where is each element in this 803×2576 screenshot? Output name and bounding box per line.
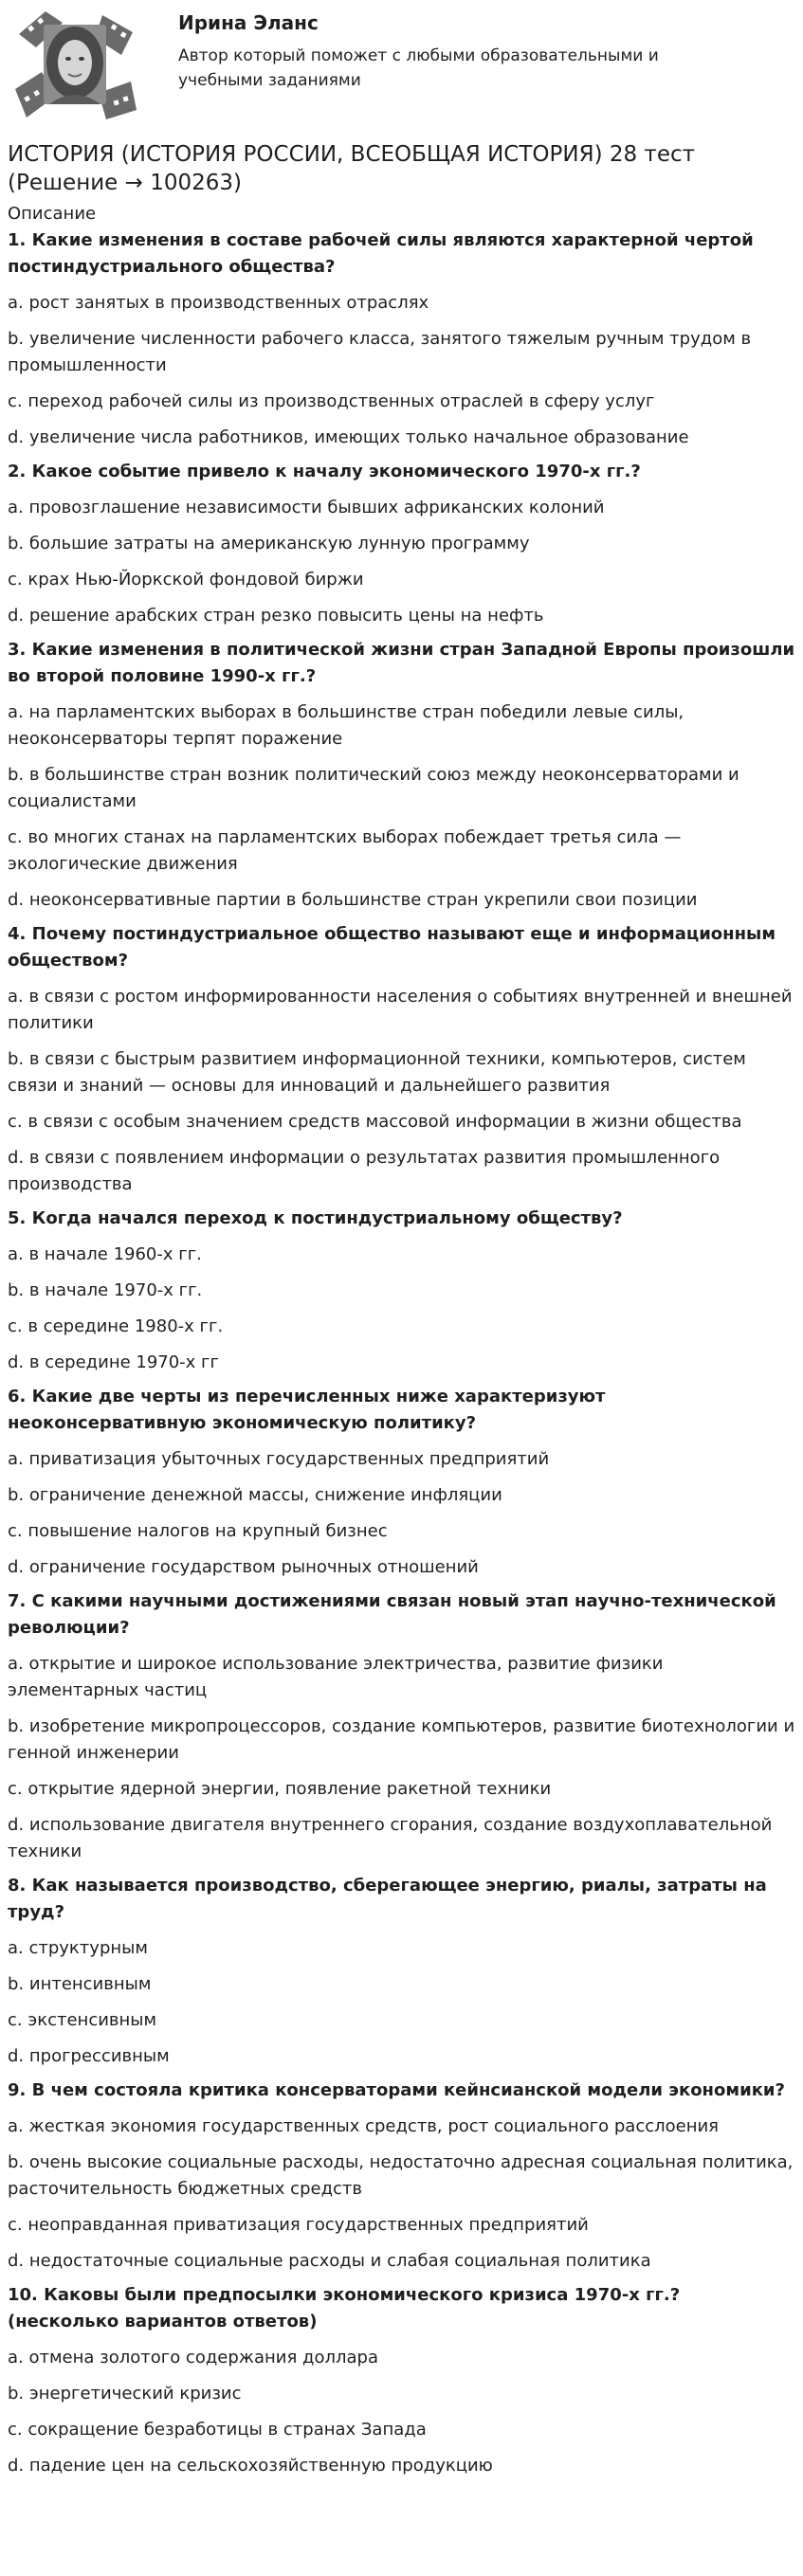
answer-option: b. в связи с быстрым развитием информационной техники, компьютеров, систем связи и знаний — основы для инноваций и дальнейшего развития [8,1049,746,1096]
author-avatar[interactable] [8,6,140,123]
answer-option: d. падение цен на сельскохозяйственную продукцию [8,2456,493,2476]
answer-option: a. на парламентских выборах в большинстве стран победили левые силы, неоконсерваторы терпят поражение [8,702,684,749]
answer-option: c. в связи с особым значением средств массовой информации в жизни общества [8,1112,742,1132]
question-8 [8,1873,795,2070]
answer-option: d. увеличение числа работников, имеющих только начальное образование [8,427,689,447]
answer-option: a. в начале 1960-х гг. [8,1244,202,1264]
author-info [178,4,738,93]
answer-option: b. изобретение микропроцессоров, создание компьютеров, развитие биотехнологии и генной инженерии [8,1716,795,1763]
answer-option: d. прогрессивным [8,2046,170,2066]
answer-option: d. недостаточные социальные расходы и слабая социальная политика [8,2251,651,2271]
question-text: 2. Какое событие привело к началу экономического 1970-х гг.? [8,462,641,481]
answer-option: b. увеличение численности рабочего класса, занятого тяжелым ручным трудом в промышленности [8,329,752,375]
answer-option: c. крах Нью-Йоркской фондовой биржи [8,570,364,590]
answer-option: b. в начале 1970-х гг. [8,1280,203,1300]
answer-option: d. использование двигателя внутреннего сгорания, создание воздухоплавательной техники [8,1815,773,1861]
answer-option: a. рост занятых в производственных отраслях [8,293,429,313]
answer-option: d. ограничение государством рыночных отношений [8,1557,479,1577]
answer-option: a. приватизация убыточных государственных предприятий [8,1449,550,1469]
answer-option: d. решение арабских стран резко повысить цены на нефть [8,606,544,626]
answer-option: a. провозглашение независимости бывших африканских колоний [8,498,605,517]
test-title: ИСТОРИЯ (ИСТОРИЯ РОССИИ, ВСЕОБЩАЯ ИСТОРИЯ) 28 тест (Решение → 100263) [8,142,696,195]
answer-option: c. неоправданная приватизация государственных предприятий [8,2215,589,2235]
question-6 [8,1384,795,1581]
answer-option: c. переход рабочей силы из производственных отраслей в сферу услуг [8,391,655,411]
answer-option: c. сокращение безработицы в странах Запада [8,2420,427,2440]
answer-option: c. экстенсивным [8,2010,157,2030]
question-5 [8,1206,795,1376]
question-1 [8,227,795,451]
answer-option: a. жесткая экономия государственных средств, рост социального расслоения [8,2116,720,2136]
question-10 [8,2282,795,2479]
answer-option: c. в середине 1980-х гг. [8,1316,224,1336]
answer-option: a. открытие и широкое использование электричества, развитие физики элементарных частиц [8,1654,664,1700]
question-text: 7. С какими научными достижениями связан новый этап научно-технической революции? [8,1591,776,1638]
question-7 [8,1588,795,1865]
question-text: 4. Почему постиндустриальное общество называют еще и информационным обществом? [8,924,776,971]
question-text: 8. Как называется производство, сберегающее энергию, риалы, затраты на труд? [8,1876,767,1922]
author-description: Автор который поможет с любыми образовательными и учебными заданиями [178,46,659,90]
answer-option: c. открытие ядерной энергии, появление ракетной техники [8,1779,552,1799]
answer-option: b. ограничение денежной массы, снижение инфляции [8,1485,502,1505]
question-text: 10. Каковы были предпосылки экономического кризиса 1970-х гг.? (несколько вариантов ответов) [8,2285,681,2331]
question-text: 5. Когда начался переход к постиндустриальному обществу? [8,1208,623,1228]
answer-option: b. интенсивным [8,1974,152,1994]
answer-option: b. большие затраты на американскую лунную программу [8,534,530,553]
question-text: 3. Какие изменения в политической жизни стран Западной Европы произошли во второй половине 1990-х гг.? [8,640,795,686]
answer-option: a. отмена золотого содержания доллара [8,2348,379,2367]
answer-option: a. в связи с ростом информированности населения о событиях внутренней и внешней политики [8,987,793,1033]
author-name[interactable]: Ирина Эланс [178,11,319,34]
question-4 [8,921,795,1198]
answer-option: c. повышение налогов на крупный бизнес [8,1521,388,1541]
question-9 [8,2077,795,2275]
answer-option: b. энергетический кризис [8,2384,242,2404]
answer-option: b. в большинстве стран возник политический союз между неоконсерваторами и социалистами [8,765,739,811]
question-text: 1. Какие изменения в составе рабочей силы являются характерной чертой постиндустриального общества? [8,230,754,277]
question-2 [8,459,795,629]
answer-option: a. структурным [8,1938,148,1958]
author-card [8,0,795,133]
answer-option: b. очень высокие социальные расходы, недостаточно адресная социальная политика, расточительность бюджетных средств [8,2152,794,2199]
answer-option: c. во многих станах на парламентских выборах побеждает третья сила — экологические движения [8,827,682,874]
answer-option: d. в середине 1970-х гг [8,1352,219,1372]
question-text: 6. Какие две черты из перечисленных ниже характеризуют неоконсервативную экономическую политику? [8,1387,606,1433]
question-list [8,227,795,2479]
description-label: Описание [8,204,97,224]
answer-option: d. в связи с появлением информации о результатах развития промышленного производства [8,1148,721,1194]
question-3 [8,637,795,914]
question-text: 9. В чем состояла критика консерваторами кейнсианской модели экономики? [8,2080,785,2100]
answer-option: d. неоконсервативные партии в большинстве стран укрепили свои позиции [8,890,698,910]
